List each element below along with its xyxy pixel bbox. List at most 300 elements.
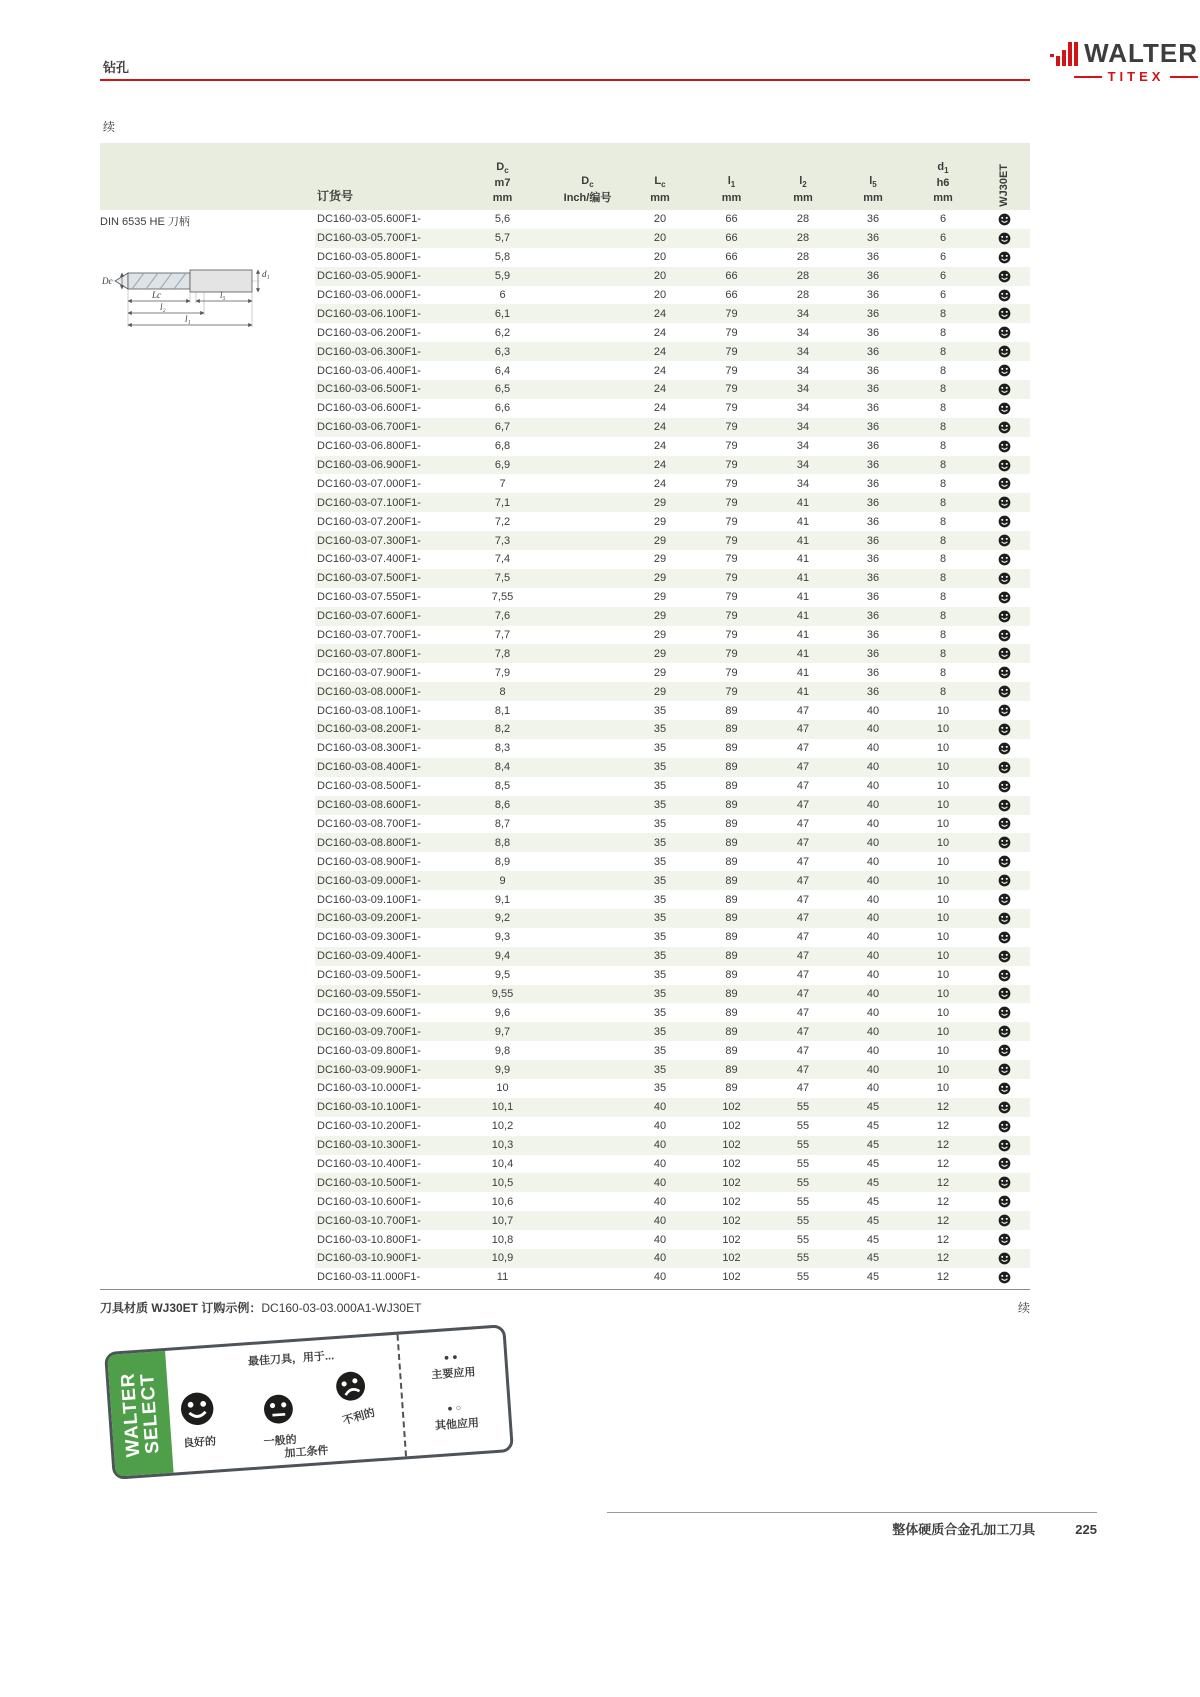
d1-cell: 10 [936,704,950,717]
l2-cell: 34 [796,421,810,434]
svg-text:d₁: d₁ [262,269,270,279]
d1-cell: 10 [936,1044,950,1057]
average-label: 一般的 [263,1433,298,1449]
l5-cell: 40 [866,1063,880,1076]
order-number-cell: DC160-03-07.700F1- [317,629,421,642]
l2-cell: 34 [796,326,810,339]
table-row [315,720,1030,739]
lc-cell: 24 [653,364,667,377]
wj30et-grade-cell [978,1006,1030,1019]
l1-cell: 79 [725,326,738,339]
wj30et-grade-face-icon [998,666,1011,679]
dc-mm-cell: 8,6 [494,799,511,812]
l5-cell: 36 [866,591,880,604]
l2-cell: 34 [796,307,810,320]
wj30et-grade-face-icon [998,950,1011,963]
order-number-cell: DC160-03-09.000F1- [317,874,421,887]
dc-mm-cell: 6 [499,289,506,301]
dc-mm-cell: 9 [499,874,506,887]
dc-mm-cell: 9,6 [494,1006,511,1019]
order-number-cell: DC160-03-09.100F1- [317,893,421,906]
ordering-example-text [100,1299,421,1316]
wj30et-grade-face-icon [998,1120,1011,1133]
lc-cell: 24 [653,383,667,396]
order-number-cell: DC160-03-10.000F1- [317,1082,421,1095]
dc-mm-cell: 7,1 [494,496,511,509]
wj30et-grade-cell [978,496,1030,509]
lc-cell: 24 [653,326,667,339]
order-number-cell: DC160-03-10.800F1- [317,1233,421,1246]
l2-cell: 34 [796,345,810,358]
d1-cell: 8 [939,307,947,320]
wj30et-grade-cell [978,629,1030,642]
lc-cell: 35 [653,950,667,963]
table-row [315,815,1030,834]
table-row [315,1136,1030,1155]
order-number-cell: DC160-03-09.700F1- [317,1025,421,1038]
l1-cell: 89 [725,912,738,925]
wj30et-grade-cell [978,610,1030,623]
l5-cell: 40 [866,931,880,944]
lc-cell: 29 [653,515,667,528]
lc-cell: 35 [653,1006,667,1019]
l1-cell: 79 [725,666,738,679]
l1-cell: 79 [725,345,738,358]
d1-cell: 12 [936,1195,950,1208]
l1-cell: 102 [722,1176,741,1189]
l1-cell: 89 [725,704,738,717]
l2-cell: 41 [796,515,810,528]
lc-cell: 35 [653,855,667,868]
table-row [315,286,1030,305]
l5-cell: 40 [866,704,880,717]
l1-cell: 79 [725,591,738,604]
d1-cell: 10 [936,761,950,774]
order-number-cell: DC160-03-07.550F1- [317,591,421,604]
lc-cell: 40 [653,1139,667,1152]
l5-cell: 36 [866,326,880,339]
dc-mm-cell: 9,7 [494,1025,511,1038]
order-number-cell: DC160-03-10.500F1- [317,1176,421,1189]
table-row [315,531,1030,550]
wj30et-grade-face-icon [998,1082,1011,1095]
order-number-cell: DC160-03-06.700F1- [317,421,421,434]
table-row [315,1249,1030,1268]
l5-cell: 40 [866,1044,880,1057]
l2-cell: 55 [796,1139,810,1152]
dc-mm-cell: 7 [499,477,506,490]
lc-cell: 35 [653,780,667,793]
l2-cell: 47 [796,836,810,849]
wj30et-grade-cell [978,364,1030,377]
l5-cell: 40 [866,742,880,755]
wj30et-grade-face-icon [998,459,1011,472]
d1-cell: 8 [939,364,947,377]
order-number-cell: DC160-03-07.400F1- [317,553,421,566]
l2-cell: 47 [796,1063,810,1076]
lc-cell: 20 [653,270,667,283]
l1-cell: 89 [725,817,738,830]
wj30et-grade-face-icon [998,610,1011,623]
l2-cell: 41 [796,610,810,623]
l2-cell: 41 [796,591,810,604]
l5-cell: 40 [866,723,880,736]
col-header-l5: $l_5$ mm [863,175,883,204]
wj30et-grade-face-icon [998,742,1011,755]
wj30et-grade-cell [978,232,1030,245]
order-number-cell: DC160-03-05.900F1- [317,270,421,283]
l5-cell: 36 [866,402,880,415]
lc-cell: 35 [653,817,667,830]
dc-mm-cell: 10,1 [491,1101,514,1114]
l2-cell: 47 [796,874,810,887]
d1-cell: 10 [936,817,950,830]
d1-cell: 8 [939,572,947,585]
lc-cell: 29 [653,534,667,547]
table-row [315,852,1030,871]
dc-mm-cell: 9,3 [494,931,511,944]
l2-cell: 47 [796,931,810,944]
wj30et-grade-cell [978,1082,1030,1095]
product-table [100,143,1030,1287]
table-row [315,342,1030,361]
table-row [315,210,1030,229]
dc-mm-cell: 7,5 [494,572,511,585]
table-row [315,304,1030,323]
ordering-example-note [100,1299,1030,1316]
wj30et-grade-cell [978,1044,1030,1057]
col-header-order: 订货号 [317,189,354,204]
d1-cell: 10 [936,969,950,982]
lc-cell: 35 [653,742,667,755]
wj30et-grade-face-icon [998,591,1011,604]
dc-mm-cell: 9,4 [494,950,511,963]
svg-text:l₅: l₅ [220,290,226,300]
best-tool-label: 最佳刀具，用于... [247,1350,335,1369]
lc-cell: 20 [653,289,667,301]
order-number-cell: DC160-03-08.800F1- [317,836,421,849]
lc-cell: 40 [653,1120,667,1133]
wj30et-grade-face-icon [998,440,1011,453]
l1-cell: 102 [722,1195,741,1208]
d1-cell: 12 [936,1176,950,1189]
l2-cell: 41 [796,572,810,585]
wj30et-grade-face-icon [998,307,1011,320]
dc-mm-cell: 8,2 [494,723,511,736]
l5-cell: 36 [866,251,880,264]
wj30et-grade-face-icon [998,326,1011,339]
wj30et-grade-face-icon [998,761,1011,774]
order-number-cell: DC160-03-07.100F1- [317,496,421,509]
order-number-cell: DC160-03-07.900F1- [317,666,421,679]
wj30et-grade-face-icon [998,987,1011,1000]
order-number-cell: DC160-03-09.200F1- [317,912,421,925]
l1-cell: 102 [722,1120,741,1133]
table-row [315,323,1030,342]
dc-mm-cell: 6,4 [494,364,511,377]
l2-cell: 34 [796,440,810,453]
lc-cell: 35 [653,1082,667,1095]
l5-cell: 36 [866,421,880,434]
lc-cell: 35 [653,1025,667,1038]
application-legend [397,1327,511,1456]
dc-mm-cell: 10,9 [491,1252,514,1265]
table-row [315,890,1030,909]
dc-mm-cell: 6,5 [494,383,511,396]
d1-cell: 8 [939,477,947,490]
table-row [315,701,1030,720]
drill-dimension-drawing [100,235,312,340]
l5-cell: 45 [866,1233,880,1246]
dc-mm-cell: 10,2 [491,1120,514,1133]
l5-cell: 40 [866,780,880,793]
walter-select-band [107,1351,173,1477]
l1-cell: 89 [725,1063,738,1076]
wj30et-grade-face-icon [998,345,1011,358]
dc-mm-cell: 8,8 [494,836,511,849]
wj30et-grade-cell [978,345,1030,358]
d1-cell: 8 [939,421,947,434]
wj30et-grade-face-icon [998,855,1011,868]
l5-cell: 45 [866,1176,880,1189]
d1-cell: 10 [936,912,950,925]
wj30et-grade-cell [978,440,1030,453]
lc-cell: 35 [653,1044,667,1057]
d1-cell: 6 [939,232,947,245]
table-row [315,493,1030,512]
lc-cell: 24 [653,459,667,472]
lc-cell: 35 [653,704,667,717]
wj30et-grade-cell [978,912,1030,925]
l5-cell: 45 [866,1195,880,1208]
lc-cell: 35 [653,836,667,849]
l5-cell: 40 [866,950,880,963]
table-row [315,1003,1030,1022]
order-number-cell: DC160-03-09.500F1- [317,969,421,982]
l5-cell: 45 [866,1271,880,1284]
d1-cell: 10 [936,874,950,887]
good-face-icon [178,1390,216,1428]
l5-cell: 45 [866,1139,880,1152]
dc-mm-cell: 10,3 [491,1139,514,1152]
order-number-cell: DC160-03-05.800F1- [317,251,421,264]
order-number-cell: DC160-03-10.300F1- [317,1139,421,1152]
wj30et-grade-cell [978,1214,1030,1227]
order-number-cell: DC160-03-07.300F1- [317,534,421,547]
dc-mm-cell: 6,9 [494,459,511,472]
wj30et-grade-cell [978,307,1030,320]
l5-cell: 40 [866,817,880,830]
l2-cell: 28 [796,251,810,264]
l1-cell: 89 [725,836,738,849]
l5-cell: 36 [866,440,880,453]
l1-cell: 89 [725,723,738,736]
table-row [315,1173,1030,1192]
l2-cell: 47 [796,742,810,755]
lc-cell: 35 [653,723,667,736]
l1-cell: 89 [725,1006,738,1019]
lc-cell: 40 [653,1252,667,1265]
l5-cell: 45 [866,1157,880,1170]
l1-cell: 79 [725,629,738,642]
l5-cell: 45 [866,1252,880,1265]
wj30et-grade-cell [978,950,1030,963]
order-number-cell: DC160-03-07.000F1- [317,477,421,490]
l1-cell: 79 [725,534,738,547]
good-condition-item [178,1390,218,1451]
wj30et-grade-cell [978,402,1030,415]
wj30et-grade-cell [978,383,1030,396]
l5-cell: 36 [866,534,880,547]
order-number-cell: DC160-03-08.600F1- [317,799,421,812]
wj30et-grade-cell [978,817,1030,830]
svg-text:l₂: l₂ [160,302,166,312]
wj30et-grade-cell [978,1252,1030,1265]
wj30et-grade-face-icon [998,647,1011,660]
wj30et-grade-cell [978,1025,1030,1038]
wj30et-grade-cell [978,553,1030,566]
l5-cell: 36 [866,629,880,642]
d1-cell: 8 [939,496,947,509]
dc-mm-cell: 7,7 [494,629,511,642]
wj30et-grade-cell [978,591,1030,604]
l2-cell: 47 [796,780,810,793]
l2-cell: 47 [796,704,810,717]
unfavorable-condition-item [330,1366,377,1428]
table-row [315,682,1030,701]
table-row [315,248,1030,267]
table-row [315,399,1030,418]
table-row [315,267,1030,286]
order-number-cell: DC160-03-06.500F1- [317,383,421,396]
d1-cell: 12 [936,1101,950,1114]
wj30et-grade-face-icon [998,289,1011,302]
wj30et-grade-face-icon [998,421,1011,434]
table-row [315,1079,1030,1098]
wj30et-grade-cell [978,780,1030,793]
order-number-cell: DC160-03-06.400F1- [317,364,421,377]
dc-mm-cell: 10,7 [491,1214,514,1227]
wj30et-grade-face-icon [998,629,1011,642]
wj30et-grade-cell [978,421,1030,434]
l5-cell: 36 [866,232,880,245]
wj30et-grade-face-icon [998,477,1011,490]
table-row [315,947,1030,966]
wj30et-grade-cell [978,1139,1030,1152]
dc-mm-cell: 6,6 [494,402,511,415]
d1-cell: 10 [936,950,950,963]
table-row [315,569,1030,588]
order-number-cell: DC160-03-09.600F1- [317,1006,421,1019]
lc-cell: 40 [653,1195,667,1208]
lc-cell: 20 [653,213,667,226]
wj30et-grade-cell [978,704,1030,717]
lc-cell: 40 [653,1233,667,1246]
wj30et-grade-face-icon [998,874,1011,887]
wj30et-grade-face-icon [998,1195,1011,1208]
l1-cell: 79 [725,610,738,623]
d1-cell: 10 [936,1082,950,1095]
order-number-cell: DC160-03-10.900F1- [317,1252,421,1265]
d1-cell: 8 [939,685,947,698]
walter-titex-logo [1036,40,1198,84]
header-red-rule [100,79,1030,81]
l5-cell: 40 [866,761,880,774]
dc-mm-cell: 8,9 [494,855,511,868]
l1-cell: 79 [725,477,738,490]
order-number-cell: DC160-03-06.800F1- [317,440,421,453]
d1-cell: 12 [936,1120,950,1133]
l2-cell: 55 [796,1195,810,1208]
wj30et-grade-cell [978,742,1030,755]
wj30et-grade-face-icon [998,969,1011,982]
l2-cell: 34 [796,364,810,377]
order-number-cell: DC160-03-08.400F1- [317,761,421,774]
order-number-cell: DC160-03-08.100F1- [317,704,421,717]
l2-cell: 41 [796,685,810,698]
d1-cell: 10 [936,893,950,906]
wj30et-grade-cell [978,931,1030,944]
dc-mm-cell: 7,6 [494,610,511,623]
wj30et-grade-cell [978,213,1030,226]
table-row [315,626,1030,645]
wj30et-grade-face-icon [998,931,1011,944]
order-number-cell: DC160-03-07.500F1- [317,572,421,585]
l2-cell: 28 [796,270,810,283]
wj30et-grade-face-icon [998,685,1011,698]
lc-cell: 24 [653,307,667,320]
table-row [315,966,1030,985]
d1-cell: 10 [936,1006,950,1019]
l1-cell: 89 [725,855,738,868]
l5-cell: 36 [866,459,880,472]
l2-cell: 55 [796,1252,810,1265]
table-row [315,985,1030,1004]
l2-cell: 55 [796,1271,810,1284]
l5-cell: 36 [866,270,880,283]
other-application-label: 其他应用 [434,1416,480,1432]
lc-cell: 29 [653,496,667,509]
svg-text:Lc: Lc [152,290,161,300]
order-number-cell: DC160-03-09.550F1- [317,987,421,1000]
order-number-cell: DC160-03-05.700F1- [317,232,421,245]
wj30et-grade-face-icon [998,1271,1011,1284]
wj30et-grade-cell [978,251,1030,264]
good-label: 良好的 [182,1435,217,1450]
wj30et-grade-face-icon [998,496,1011,509]
order-number-cell: DC160-03-06.900F1- [317,459,421,472]
l5-cell: 40 [866,874,880,887]
l5-cell: 40 [866,987,880,1000]
d1-cell: 10 [936,1025,950,1038]
machining-conditions-legend [165,1335,405,1473]
dc-mm-cell: 7,3 [494,534,511,547]
l2-cell: 47 [796,912,810,925]
table-row [315,796,1030,815]
l1-cell: 79 [725,515,738,528]
lc-cell: 40 [653,1157,667,1170]
l2-cell: 28 [796,213,810,226]
table-row [315,739,1030,758]
table-row [315,1155,1030,1174]
order-number-cell: DC160-03-08.300F1- [317,742,421,755]
table-body [100,210,1030,1287]
table-row [315,1060,1030,1079]
d1-cell: 12 [936,1214,950,1227]
table-bottom-rule [100,1289,1030,1290]
l2-cell: 41 [796,496,810,509]
order-number-cell: DC160-03-05.600F1- [317,213,421,226]
